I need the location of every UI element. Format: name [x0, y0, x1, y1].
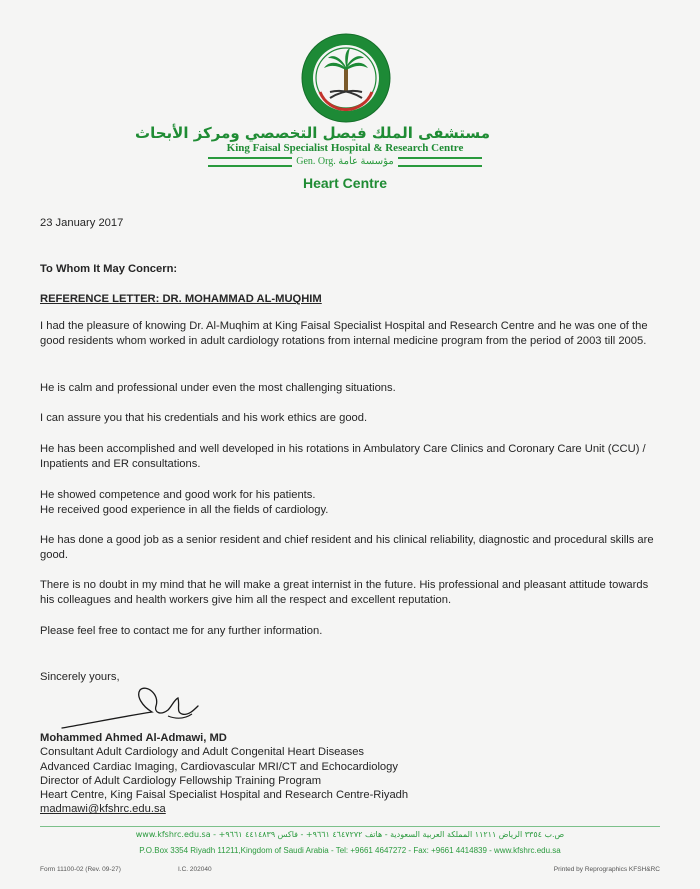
closing: Sincerely yours, — [40, 671, 120, 683]
signer-title: Heart Centre, King Faisal Specialist Hospital and Research Centre-Riyadh — [40, 789, 409, 802]
printed-by: Printed by Reprographics KFSH&RC — [553, 866, 660, 873]
department-name: Heart Centre — [302, 175, 388, 191]
footer-address-english: P.O.Box 3354 Riyadh 11211,Kingdom of Saudi Arabia - Tel: +9661 4647272 - Fax: +9661 4414839 - www.kfshrc.edu.sa — [139, 846, 561, 855]
signer-title: Consultant Adult Cardiology and Adult Congenital Heart Diseases — [40, 746, 365, 759]
hospital-name-arabic: مستشفى الملك فيصل التخصصي ومركز الأبحاث — [135, 124, 490, 142]
footer-address-arabic: ص.ب ٣٣٥٤ الرياض ١١٢١١ المملكة العربية السعودية - هاتف ٤٦٤٧٢٧٢ ٩٦٦١+ - فاكس ٤٤١٤٨٣٩ ٩٦٦١+ - www.kfshrc.edu.sa — [135, 830, 565, 839]
paragraph: I can assure you that his credentials and his work ethics are good. — [40, 412, 368, 424]
signer-name: Mohammed Ahmed Al-Admawi, MD — [40, 732, 227, 744]
hospital-name-english: King Faisal Specialist Hospital & Research Centre — [226, 142, 464, 154]
paragraph-line: He showed competence and good work for his patients. — [40, 489, 316, 501]
signature-block — [40, 731, 408, 817]
signer-title: Advanced Cardiac Imaging, Cardiovascular MRI/CT and Echocardiology — [40, 760, 398, 773]
paragraph: He has been accomplished and well developed in his rotations in Ambulatory Care Clinics and Coronary Care Unit (CCU) / Inpatients and ER consultations. — [40, 443, 646, 470]
paragraph — [40, 488, 660, 518]
footer-divider — [40, 826, 660, 827]
paragraph: Please feel free to contact me for any further information. — [40, 625, 323, 637]
paragraph: He is calm and professional under even the most challenging situations. — [40, 382, 396, 394]
letter-date: 23 January 2017 — [40, 217, 124, 229]
paragraph: He has done a good job as a senior resident and chief resident and his clinical reliability, diagnostic and procedural skills are good. — [40, 534, 654, 561]
signer-title: Director of Adult Cardiology Fellowship Training Program — [40, 774, 322, 787]
paragraph: There is no doubt in my mind that he will make a great internist in the future. His professional and pleasant attitude towards his colleagues and health workers give him all the respect and excellent reputation. — [40, 579, 649, 606]
paragraph: I had the pleasure of knowing Dr. Al-Muqhim at King Faisal Specialist Hospital and Research Centre and he was one of the good residents whom worked in adult cardiology rotations from internal medicine program from the period of 2003 till 2005. — [40, 320, 648, 347]
handwritten-signature — [56, 676, 216, 736]
paragraph-line: He received good experience in all the fields of cardiology. — [40, 504, 329, 516]
form-number: Form 11100-02 (Rev. 09-27) — [40, 866, 121, 873]
signer-email-link[interactable]: madmawi@kfshrc.edu.sa — [40, 803, 166, 816]
letter-subject: REFERENCE LETTER: DR. MOHAMMAD AL-MUQHIM — [40, 293, 322, 305]
ic-number: I.C. 202040 — [178, 866, 212, 873]
kfsh-palm-swords-logo-icon — [300, 32, 392, 124]
salutation: To Whom It May Concern: — [40, 263, 178, 275]
general-organization-label: Gen. Org. مؤسسة عامة — [200, 156, 490, 167]
